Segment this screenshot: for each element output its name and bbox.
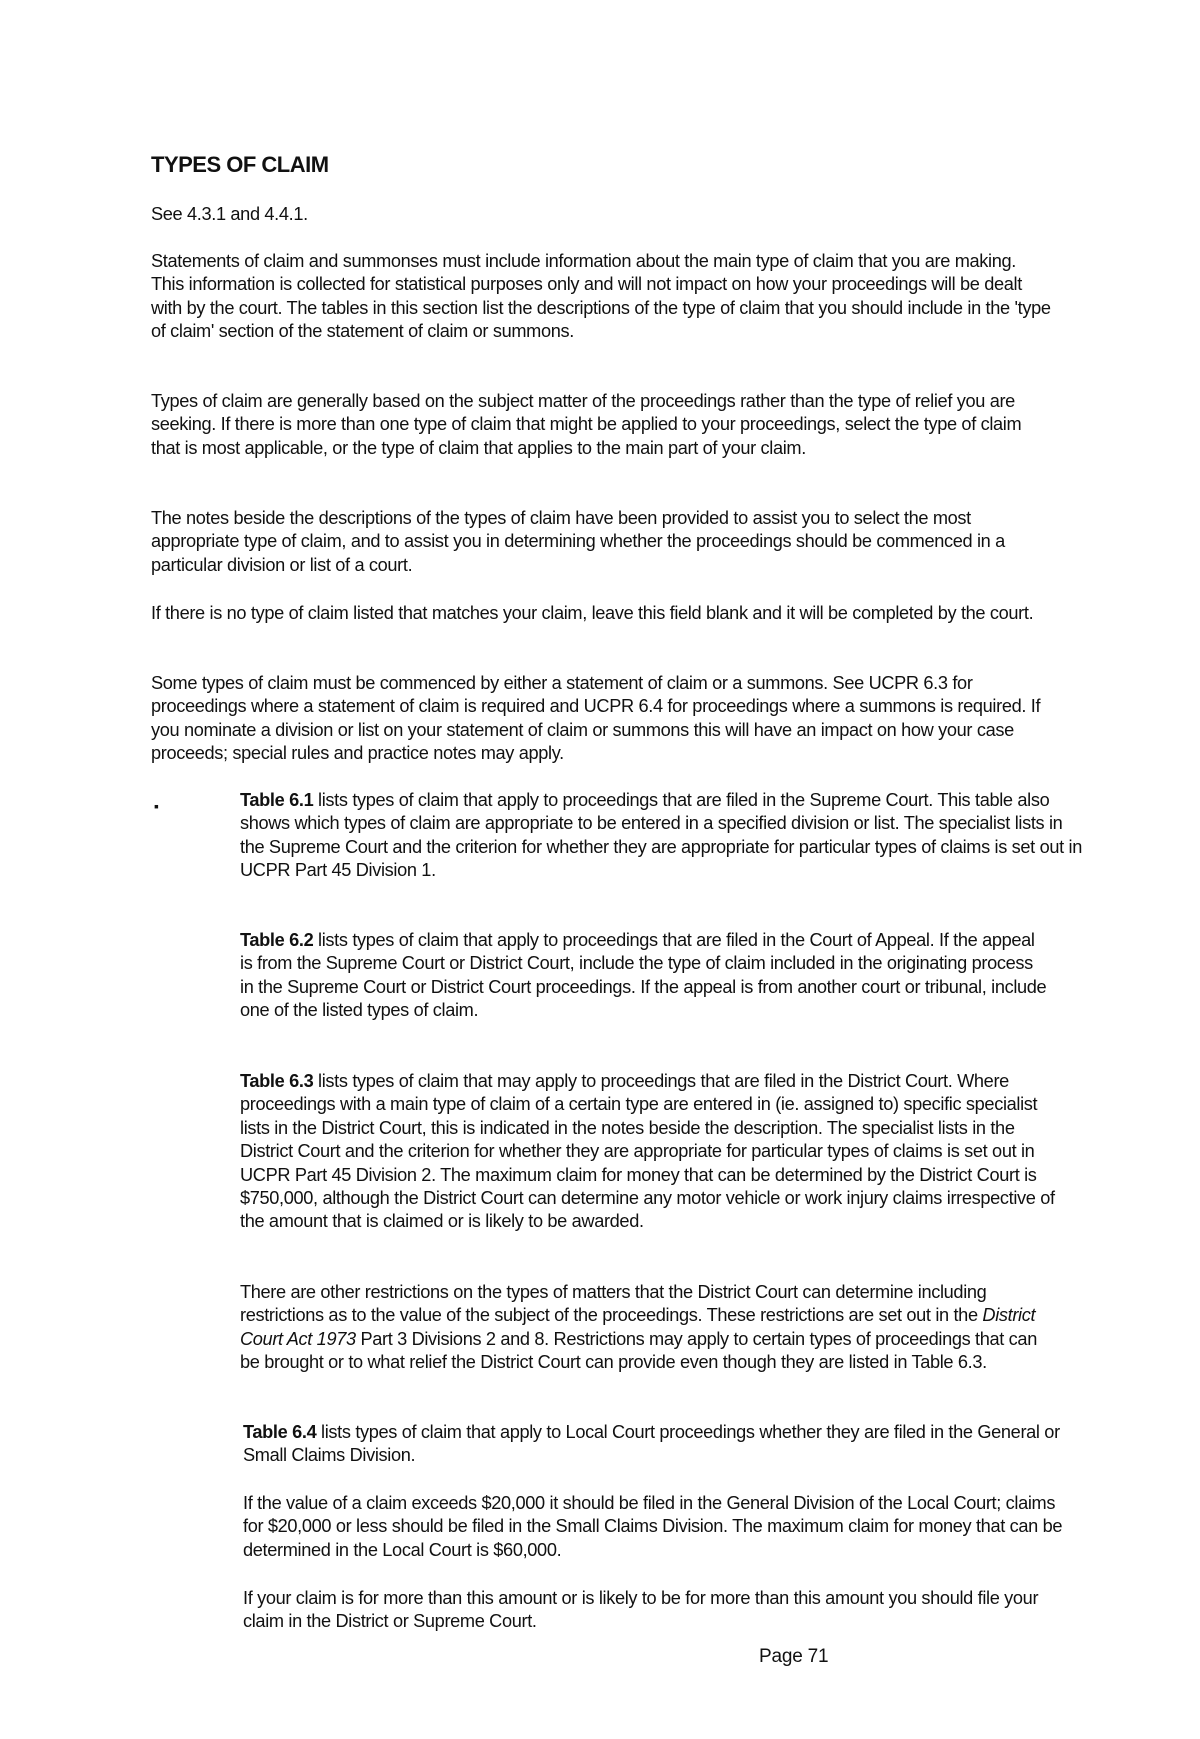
table-6-4-text: lists types of claim that apply to Local Court proceedings whether they are filed in the General or Small Claims Division. <box>243 1422 1060 1466</box>
table-6-1-description <box>240 789 1090 883</box>
district-court-act: District Court Act 1973 <box>240 1305 1036 1349</box>
paragraph-subject-matter: Types of claim are generally based on the subject matter of the proceedings rather than the type of relief you are seeking. If there is more than one type of claim that might be applied to your proceedings, select the type of claim that is most applicable, or the type of claim that applies to the main part of your claim. <box>151 391 1022 458</box>
restrictions-text-before: There are other restrictions on the types of matters that the District Court can determine including restrictions as to the value of the subject of the proceedings. These restrictions are set out in the <box>240 1282 987 1326</box>
page-heading: TYPES OF CLAIM <box>151 152 329 177</box>
table-6-3-description <box>240 1070 1070 1234</box>
table-6-4-label: Table 6.4 <box>243 1422 317 1442</box>
local-court-exceed-paragraph: If your claim is for more than this amount or is likely to be for more than this amount you should file your claim in the District or Supreme Court. <box>243 1588 1039 1632</box>
see-reference: See 4.3.1 and 4.4.1. <box>151 204 308 224</box>
paragraph-no-type: If there is no type of claim listed that matches your claim, leave this field blank and it will be completed by the court. <box>151 603 1034 623</box>
table-6-4-description <box>243 1421 1063 1468</box>
table-6-1-text: lists types of claim that apply to proceedings that are filed in the Supreme Court. This table also shows which types of claim are appropriate to be entered in a specified division or list. The specialist lists in the Supreme Court and the criterion for whether they are appropriate for particular types of claims is set out in UCPR Part 45 Division 1. <box>240 790 1082 881</box>
paragraph-commencement: Some types of claim must be commenced by either a statement of claim or a summons. See UCPR 6.3 for proceedings where a statement of claim is required and UCPR 6.4 for proceedings where a summons is required. If you nominate a division or list on your statement of claim or summons this will have an impact on how your case proceeds; special rules and practice notes may apply. <box>151 673 1041 764</box>
table-6-1-label: Table 6.1 <box>240 790 314 810</box>
district-court-restrictions <box>240 1281 1060 1375</box>
table-6-3-text: lists types of claim that may apply to proceedings that are filed in the District Court. Where proceedings with a main type of claim of a certain type are entered in (ie. assigned to) specific specialist lists in the District Court, this is indicated in the notes beside the description. The specialist lists in the District Court and the criterion for whether they are appropriate for particular types of claims is set out in UCPR Part 45 Division 2. The maximum claim for money that can be determined by the District Court is $750,000, although the District Court can determine any motor vehicle or work injury claims irrespective of the amount that is claimed or is likely to be awarded. <box>240 1071 1055 1232</box>
paragraph-notes: The notes beside the descriptions of the types of claim have been provided to assist you to select the most appropriate type of claim, and to assist you in determining whether the proceedings should be commenced in a particular division or list of a court. <box>151 508 1005 575</box>
table-6-2-text: lists types of claim that apply to proceedings that are filed in the Court of Appeal. If the appeal is from the Supreme Court or District Court, include the type of claim included in the originating process in the Supreme Court or District Court proceedings. If the appeal is from another court or tribunal, include one of the listed types of claim. <box>240 930 1047 1021</box>
paragraph-statements: Statements of claim and summonses must include information about the main type of claim that you are making. This information is collected for statistical purposes only and will not impact on how your proceedings will be dealt with by the court. The tables in this section list the descriptions of the type of claim that you should include in the 'type of claim' section of the statement of claim or summons. <box>151 251 1051 342</box>
table-6-2-label: Table 6.2 <box>240 930 314 950</box>
bullet-icon: ▪ <box>154 798 159 814</box>
table-6-3-label: Table 6.3 <box>240 1071 314 1091</box>
table-6-2-description <box>240 929 1050 1023</box>
local-court-value-paragraph: If the value of a claim exceeds $20,000 it should be filed in the General Division of the Local Court; claims for $20,000 or less should be filed in the Small Claims Division. The maximum claim for money that can be determined in the Local Court is $60,000. <box>243 1493 1063 1560</box>
page-number: Page 71 <box>759 1646 829 1667</box>
document-page <box>151 0 1082 1739</box>
restrictions-text-after: Part 3 Divisions 2 and 8. Restrictions may apply to certain types of proceedings that can be brought or to what relief the District Court can provide even though they are listed in Table 6.3. <box>240 1328 1037 1373</box>
